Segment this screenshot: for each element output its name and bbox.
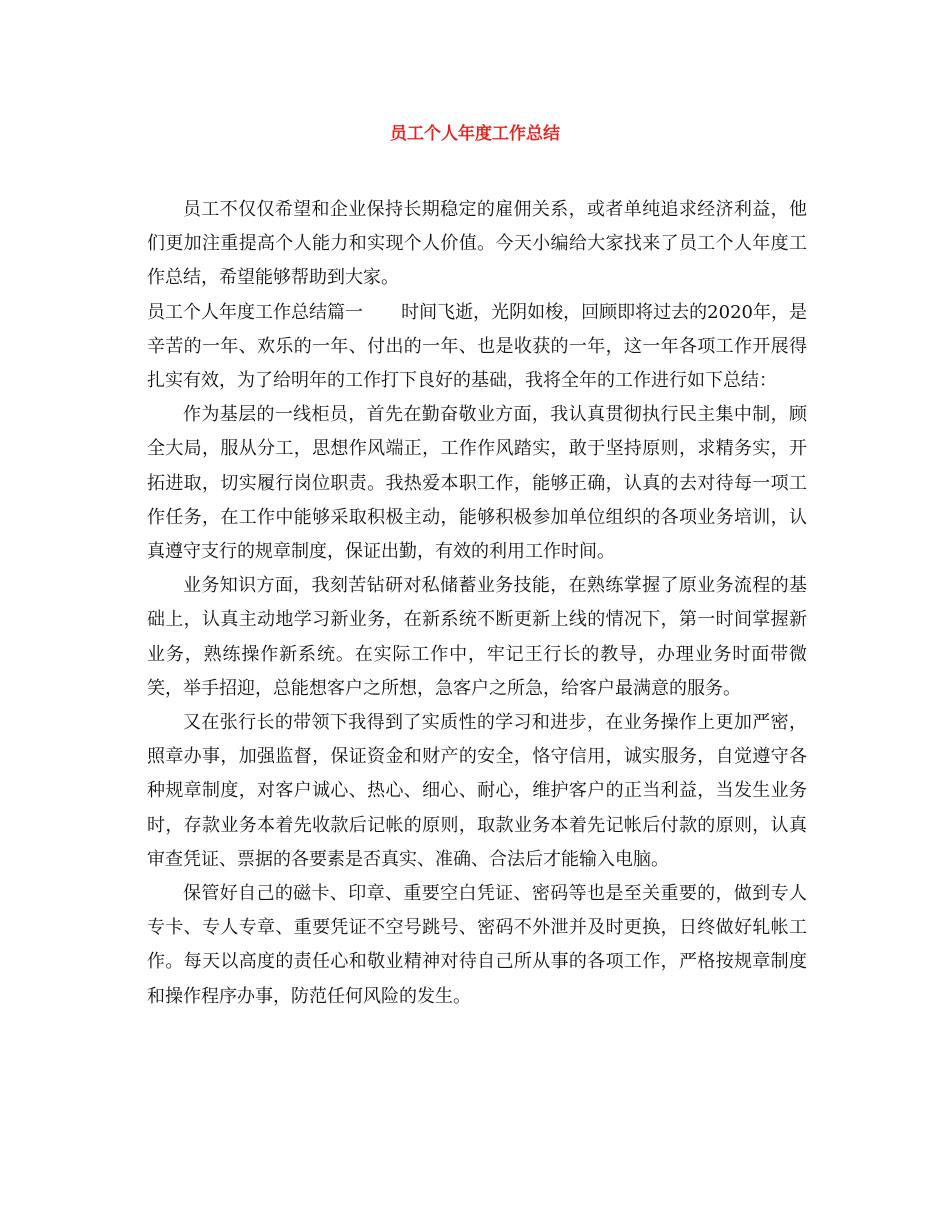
body-paragraph-1: 作为基层的一线柜员，首先在勤奋敬业方面，我认真贯彻执行民主集中制，顾全大局，服从分工，思想作风端正，工作作风踏实，敢于坚持原则，求精务实，开拓进取，切实履行岗位职责。我热爱本职工作，能够正确，认真的去对待每一项工作任务，在工作中能够采取积极主动，能够积极参加单位组织的各项业务培训，认真遵守支行的规章制度，保证出勤，有效的利用工作时间。 <box>147 404 807 563</box>
section-heading: 员工个人年度工作总结篇一 <box>147 301 364 323</box>
body-paragraph-2: 业务知识方面，我刻苦钻研对私储蓄业务技能，在熟练掌握了原业务流程的基础上，认真主动地学习新业务，在新系统不断更新上线的情况下，第一时间掌握新业务，熟练操作新系统。在实际工作中，牢记王行长的教导，办理业务时面带微笑，举手招迎，总能想客户之所想，急客户之所急，给客户最满意的服务。 <box>147 575 807 699</box>
section-lead: 时间飞逝，光阴如梭，回顾即将过去的2020年，是辛苦的一年、欢乐的一年、付出的一年、也是收获的一年，这一年各项工作开展得扎实有效，为了给明年的工作打下良好的基础，我将全年的工作进行如下总结： <box>147 301 808 392</box>
document-body <box>147 193 807 1014</box>
body-paragraph-4: 保管好自己的磁卡、印章、重要空白凭证、密码等也是至关重要的，做到专人专卡、专人专章、重要凭证不空号跳号、密码不外泄并及时更换，日终做好轧帐工作。每天以高度的责任心和敬业精神对待自己所从事的各项工作，严格按规章制度和操作程序办事，防范任何风险的发生。 <box>147 883 807 1007</box>
document-title: 员工个人年度工作总结 <box>390 124 560 144</box>
intro-paragraph: 员工不仅仅希望和企业保持长期稳定的雇佣关系，或者单纯追求经济利益，他们更加注重提高个人能力和实现个人价值。今天小编给大家找来了员工个人年度工作总结，希望能够帮助到大家。 <box>147 199 807 289</box>
section-paragraph <box>147 296 807 399</box>
body-paragraph-3: 又在张行长的带领下我得到了实质性的学习和进步，在业务操作上更加严密，照章办事，加强监督，保证资金和财产的安全，恪守信用，诚实服务，自觉遵守各种规章制度，对客户诚心、热心、细心、耐心，维护客户的正当利益，当发生业务时，存款业务本着先收款后记帐的原则，取款业务本着先记帐后付款的原则，认真审查凭证、票据的各要素是否真实、准确、合法后才能输入电脑。 <box>147 712 807 870</box>
